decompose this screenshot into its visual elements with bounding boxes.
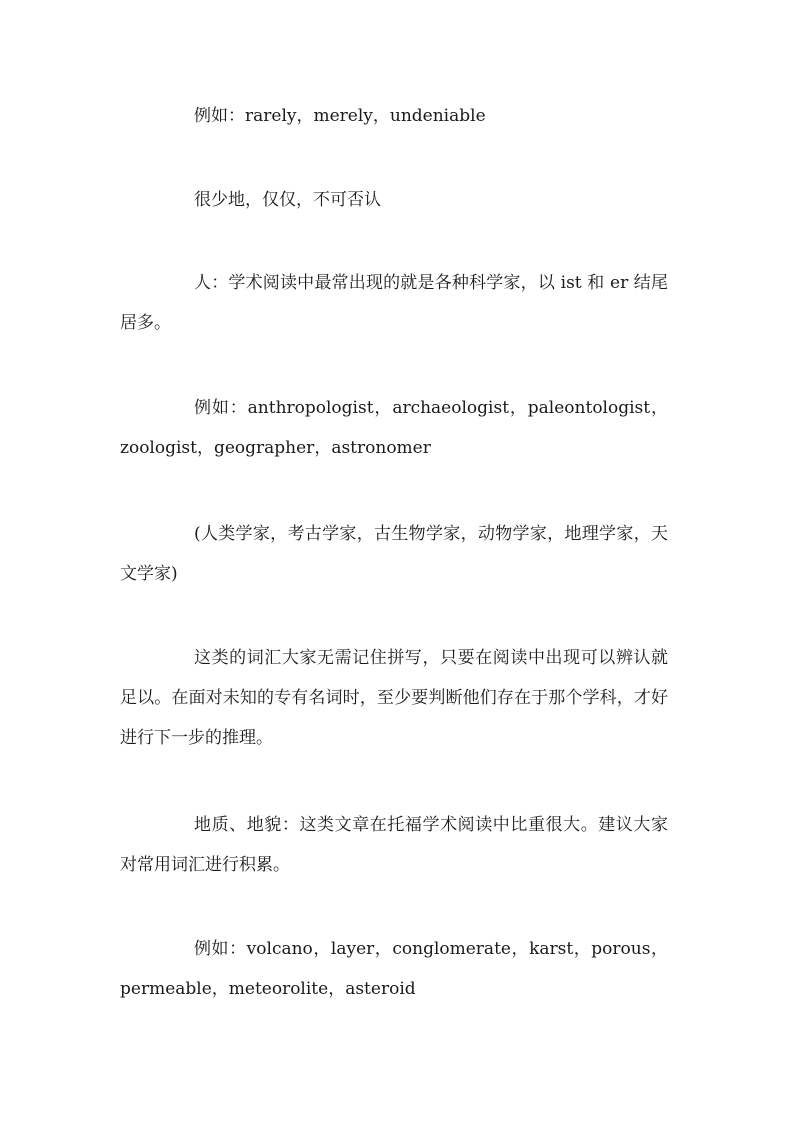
example-scientists-paragraph: 例如：anthropologist，archaeologist，paleontologist，zoologist，geographer，astronomer xyxy=(120,398,668,458)
geology-intro-paragraph: 地质、地貌：这类文章在托福学术阅读中比重很大。建议大家对常用词汇进行积累。 xyxy=(120,815,668,875)
adverbs-translation-paragraph: 很少地，仅仅，不可否认 xyxy=(194,190,381,210)
example-geology-paragraph: 例如：volcano，layer，conglomerate，karst，porous，permeable，meteorolite，asteroid xyxy=(120,939,668,999)
vocabulary-advice-paragraph: 这类的词汇大家无需记住拼写，只要在阅读中出现可以辨认就足以。在面对未知的专有名词时，至少要判断他们存在于那个学科，才好进行下一步的推理。 xyxy=(120,648,668,748)
scientists-translation-paragraph: (人类学家，考古学家，古生物学家，动物学家，地理学家，天文学家) xyxy=(120,524,668,584)
scientists-intro-paragraph: 人：学术阅读中最常出现的就是各种科学家，以 ist 和 er 结尾居多。 xyxy=(120,273,668,333)
example-adverbs-paragraph: 例如：rarely，merely，undeniable xyxy=(194,106,486,126)
